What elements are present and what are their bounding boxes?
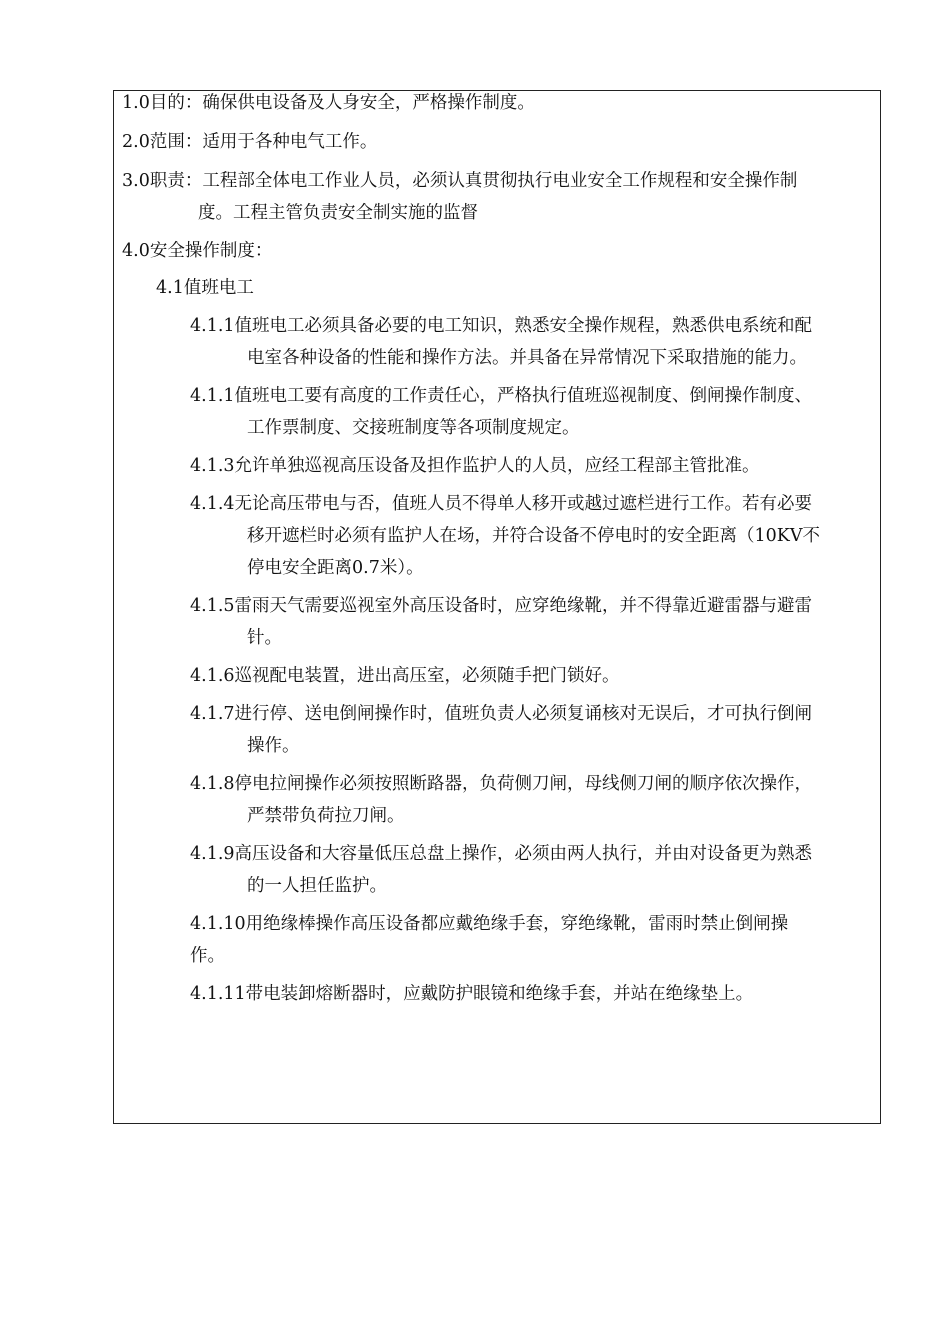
clause-line-continued: 工作票制度、交接班制度等各项制度规定。 [247,418,580,438]
clause-line: 4.1.5雷雨天气需要巡视室外高压设备时，应穿绝缘靴，并不得靠近避雷器与避雷 [190,596,813,616]
document-frame [113,90,881,1124]
clause-line: 4.1.3允许单独巡视高压设备及担作监护人的人员，应经工程部主管批准。 [190,456,760,476]
clause-line: 4.1.10用绝缘棒操作高压设备都应戴绝缘手套，穿绝缘靴，雷雨时禁止倒闸操 [190,914,789,934]
clause-line-continued: 移开遮栏时必须有监护人在场，并符合设备不停电时的安全距离（10KV不 [247,526,820,546]
clause-line: 4.1.11带电装卸熔断器时，应戴防护眼镜和绝缘手套，并站在绝缘垫上。 [190,984,754,1004]
clause-line: 4.1.7进行停、送电倒闸操作时，值班负责人必须复诵核对无误后，才可执行倒闸 [190,704,813,724]
clause-line-continued: 作。 [190,946,225,966]
clause-line-continued: 严禁带负荷拉刀闸。 [247,806,405,826]
clause-line: 4.1.9高压设备和大容量低压总盘上操作，必须由两人执行，并由对设备更为熟悉 [190,844,813,864]
scope-line: 2.0范围：适用于各种电气工作。 [122,132,378,152]
responsibility-line: 3.0职责：工程部全体电工作业人员，必须认真贯彻执行电业安全工作规程和安全操作制 [122,171,798,191]
clause-line: 4.1.6巡视配电装置，进出高压室，必须随手把门锁好。 [190,666,620,686]
responsibility-line-continued: 度。工程主管负责安全制实施的监督 [198,203,478,223]
section-heading: 4.0安全操作制度： [122,241,273,261]
subsection-heading: 4.1值班电工 [156,278,254,298]
clause-line-continued: 操作。 [247,736,300,756]
clause-line-continued: 的一人担任监护。 [247,876,387,896]
clause-line: 4.1.1值班电工要有高度的工作责任心，严格执行值班巡视制度、倒闸操作制度、 [190,386,813,406]
purpose-line: 1.0目的：确保供电设备及人身安全，严格操作制度。 [122,93,535,113]
clause-line-continued: 电室各种设备的性能和操作方法。并具备在异常情况下采取措施的能力。 [247,348,807,368]
clause-line-continued: 针。 [247,628,282,648]
clause-line-continued: 停电安全距离0.7米）。 [247,558,424,578]
clause-line: 4.1.1值班电工必须具备必要的电工知识，熟悉安全操作规程，熟悉供电系统和配 [190,316,813,336]
clause-line: 4.1.8停电拉闸操作必须按照断路器，负荷侧刀闸，母线侧刀闸的顺序依次操作， [190,774,813,794]
clause-line: 4.1.4无论高压带电与否，值班人员不得单人移开或越过遮栏进行工作。若有必要 [190,494,813,514]
